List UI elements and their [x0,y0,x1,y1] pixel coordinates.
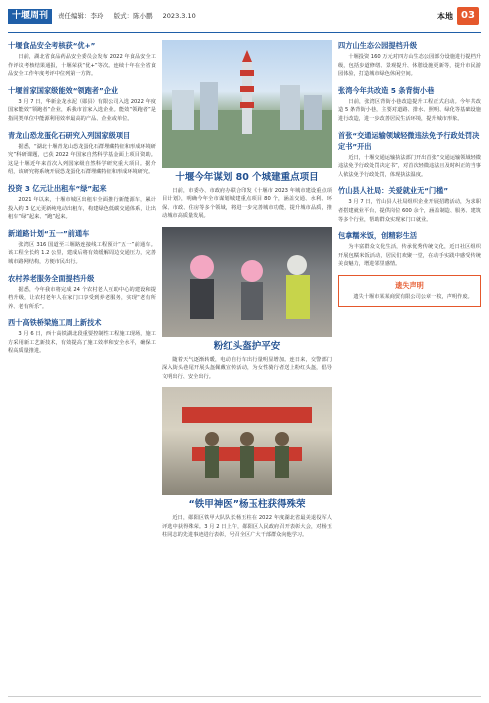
article [338,130,481,180]
article-body: 近日，十堰交通运输执法部门开出首张“交通运输领域轻微违法免予行政处罚决定书”，对首次轻微违法且及时纠正的当事人依法免予行政处罚，体现执法温度。 [338,154,481,178]
header-meta [58,11,204,20]
article-headline: 青龙山恐龙蛋化石研究入列国家级项目 [8,130,131,140]
article-body: 3 月 7 日，竹山县人社局组织企业开展招聘活动，为求职者搭建就业平台，提供岗位 600 余个，涵盖制造、服务、建筑等多个行业，帮助群众实现家门口就业。 [338,199,481,223]
article-body: 据悉，今年我市将完成 24 个农村老人互助中心的建设和提档升级，让农村老年人在家门口享受到养老服务，实现“老有所养、老有所乐”。 [8,286,156,310]
article-headline: 农村养老服务全面提档升级 [8,273,95,283]
photo2-body: 随着天气逐渐转暖，电动自行车出行量明显增加。连日来，交警部门深入街头巷尾开展头盔佩戴宣传活动，为女性骑行者送上粉红头盔，倡导文明出行、安全出行。 [162,356,332,380]
section-name: 本地 [437,12,453,21]
article [338,185,481,224]
notice-body: 遗失十堰市某某商贸有限公司公章一枚，声明作废。 [353,293,473,300]
page-number-badge: 03 [457,7,479,25]
article-headline: 十堰首家国家级能效“领跑者”企业 [8,85,119,95]
article-body: 3 月 7 日，华新金龙水泥（郧县）有限公司入选 2022 年度国家能效“领跑者”企业，系我市首家入选企业。能效“领跑者”是指同类单位中能源利用效率最高的产品、企业或单位。 [8,98,156,122]
masthead-logo: 十堰周刊 [8,9,52,24]
right-column [338,40,481,313]
article [8,317,156,356]
city-tower-illustration [162,40,332,168]
issue-date: 2023.3.10 [162,12,196,20]
article-headline: 十堰食品安全考核获“优+” [8,41,96,50]
city-tower-photo [162,40,332,168]
footer-rule [8,696,481,697]
article [8,130,156,177]
article-headline: 四方山生态公园提档升级 [338,41,418,50]
article [8,183,156,222]
article [8,40,156,79]
helmet-illustration [162,227,332,337]
article-body: 日前，张湾区背街小巷改造提升工程正式启动。今年共改造 5 条背街小巷，主要对道路、排水、照明、绿化等基础设施进行改造，进一步改善居民生活环境，提升城市形象。 [338,98,481,122]
left-column [8,40,156,362]
article [338,230,481,269]
article-headline: 西十高铁桥梁施工周上新技术 [8,318,102,328]
article [8,273,156,312]
article-body: 张湾区 316 国道至三堰路连接线工程预计“五一”前通车。该工程全长约 1.2 公里，建成后将有效缓解周边交通压力，完善城市路网结构，方便市民出行。 [8,241,156,265]
article [338,40,481,79]
article-body: 3 月 6 日，西十高铁湖北段重要控制性工程施工现场，施工方采用新工艺新技术，有效提高了施工效率和安全水平，确保工程高质量推进。 [8,331,156,355]
lost-notice [338,275,481,307]
photo1-body: 日前，市委办、市政府办联合印发《十堰市 2023 年城市建设重点项目计划》，明确今年全市谋划城建重点项目 80 个，涵盖交通、水利、环保、市政、住房等多个领域，将进一步完善城市功能，提升城市品质，推动城市高质量发展。 [162,187,332,220]
middle-column [162,40,332,540]
article-body: 日前，湖北省食品药品安全委员会发布 2022 年食品安全工作评议考核结果通报，十堰荣获“优+”等次。连续十年在全省食品安全工作年度考评中位列第一方阵。 [8,54,156,78]
article-headline: 竹山县人社局：关爱就业无“门槛” [338,186,449,196]
helmet-photo [162,227,332,337]
article-body: 2021 年以来，十堰市城区出租车全面推行新能源车，累计投入约 3 亿元更新纯电动出租车，构建绿色低碳交通体系，让出租车“绿”起来、“跑”起来。 [8,196,156,221]
article-body: 为丰富群众文化生活，传承优秀传统文化，近日社区组织开展包糯米饭活动，居民们欢聚一堂，在动手实践中感受传统美食魅力，增进邻里感情。 [338,244,481,268]
proof-label: 版式：陈小鹏 [113,12,153,20]
article-headline: 包拿糯米饭，创精彩生活 [338,231,418,241]
article-body: 据悉，“湖北十堰青龙山恐龙蛋化石群埋藏特征和形成环境研究”科研课题，已获 2022 年国家自然科学基金面上项目资助。这是十堰近年来首次入列国家级自然科学研究重大项目。据介绍，该研究将系统开展恐龙蛋化石群埋藏特征和形成环境研究。 [8,143,156,176]
article-headline: 新道路计划“五一”前通车 [8,228,90,238]
page-header [0,0,489,34]
photo2-headline: 粉红头盔护平安 [213,340,281,352]
article [338,85,481,124]
photo3-headline: “铁甲神医”杨玉柱获得殊荣 [188,499,306,511]
article-headline: 投资 3 亿元让出租车“绿”起来 [8,183,107,193]
photo1-headline: 十堰今年谋划 80 个城建重点项目 [175,172,319,183]
editor-label: 责任编辑：李玲 [58,12,104,20]
notice-headline: 遗失声明 [395,280,424,290]
article [8,85,156,124]
article-headline: 张湾今年共改造 5 条背街小巷 [338,85,435,95]
photo3-body: 近日，郧阳区铁甲大队队长杨玉柱在 2022 年度湖北省最美退役军人评选中获得殊荣。3 月 2 日上午，郧阳区人民政府召开表彰大会，对杨玉柱同志的先进事迹进行表彰，号召全区广大干部群众向他学习。 [162,514,332,539]
veteran-illustration [162,387,332,495]
article-headline: 首张“交通运输领域轻微违法免予行政处罚决定书”开出 [338,130,480,151]
veteran-photo [162,387,332,495]
article-body: 十堰投资 160 万元对四方山生态公园部分设施进行提档升级，包括步道修缮、景观提升、休憩设施更新等，提升市民游园体验，打造城市绿色休闲空间。 [338,54,481,78]
header-rule [8,32,481,33]
article [8,228,156,267]
